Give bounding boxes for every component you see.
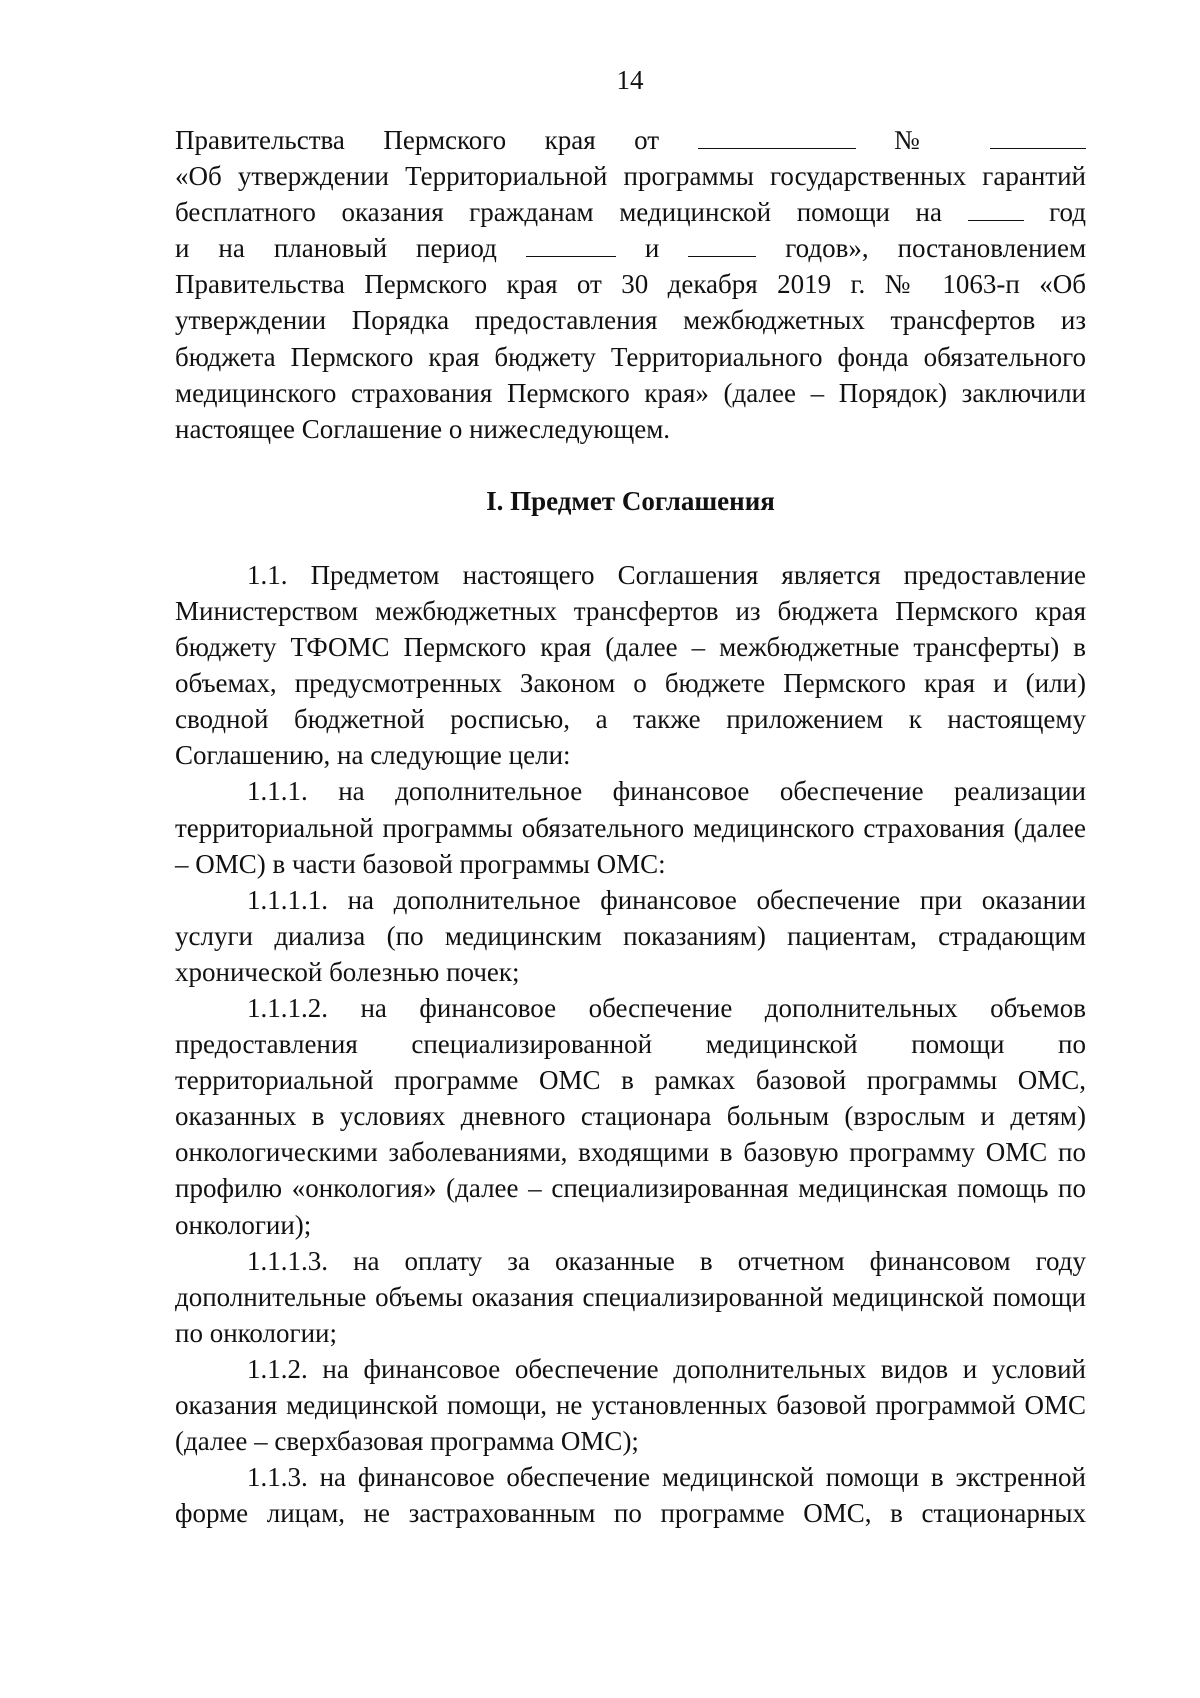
intro-word-government: Правительства bbox=[175, 125, 345, 155]
clause-1-1-1-2: 1.1.1.2. на финансовое обеспечение дополнительных объемов предоставления специализированной медицинской помощи по территориальной программе ОМС в рамках базовой программы ОМС, оказанных в условиях дневного стационара больным (взрослым и детям) онкологическими заболеваниями, входящими в базовую программу ОМС по профилю «онкология» (далее – специализированная медицинская помощь по онкологии); bbox=[175, 992, 1086, 1240]
year-blank bbox=[968, 200, 1024, 221]
document-body bbox=[175, 122, 1086, 1531]
intro-word-krai: края bbox=[544, 125, 596, 155]
page-number: 14 bbox=[616, 65, 644, 95]
intro-word-year: год bbox=[1049, 197, 1087, 228]
intro-line-3-text: бесплатного оказания гражданам медицинской помощи на bbox=[175, 197, 942, 228]
clause-1-1-1-3: 1.1.1.3. на оплату за оказанные в отчетном финансовом году дополнительные объемы оказания специализированной медицинской помощи по онкологии; bbox=[175, 1245, 1086, 1348]
intro-word-and: и bbox=[644, 233, 660, 264]
clause-1-1-3: 1.1.3. на финансовое обеспечение медицинской помощи в экстренной форме лицам, не застрахованным по программе ОМС, в стационарных bbox=[175, 1462, 1086, 1529]
planned-year-2-blank bbox=[688, 236, 756, 257]
spacer bbox=[175, 519, 1086, 557]
intro-years-resolution: годов», постановлением bbox=[785, 233, 1087, 264]
number-blank bbox=[990, 128, 1086, 149]
date-blank bbox=[698, 128, 856, 149]
intro-line-4 bbox=[175, 230, 1086, 266]
intro-line-3 bbox=[175, 194, 1086, 230]
intro-paragraph: Правительства Пермского края от 30 декабря 2019 г. № 1063-п «Об утверждении Порядка предоставления межбюджетных трансфертов из бюджета Пермского края бюджету Территориального фонда обязательного медицинского страхования Пермского края» (далее – Порядок) заключили настоящее Соглашение о нижеследующем. bbox=[175, 269, 1086, 444]
number-sign: № bbox=[894, 125, 952, 155]
planned-year-1-blank bbox=[526, 236, 616, 257]
intro-planned-period: и на плановый период bbox=[175, 233, 497, 264]
intro-word-perm: Пермского bbox=[383, 125, 507, 155]
clause-1-1-1: 1.1.1. на дополнительное финансовое обеспечение реализации территориальной программы обязательного медицинского страхования (далее – ОМС) в части базовой программы ОМС: bbox=[175, 776, 1086, 879]
intro-line-2: «Об утверждении Территориальной программы государственных гарантий bbox=[175, 161, 1086, 192]
section-heading: I. Предмет Соглашения bbox=[486, 485, 775, 516]
clause-1-1: 1.1. Предметом настоящего Соглашения является предоставление Министерством межбюджетных трансфертов из бюджета Пермского края бюджету ТФОМС Пермского края (далее – межбюджетные трансферты) в объемах, предусмотренных Законом о бюджете Пермского края и (или) сводной бюджетной росписью, а также приложением к настоящему Соглашению, на следующие цели: bbox=[175, 559, 1086, 771]
intro-word-from: от bbox=[634, 125, 660, 155]
clause-1-1-1-1: 1.1.1.1. на дополнительное финансовое обеспечение при оказании услуги диализа (по медицинским показаниям) пациентам, страдающим хронической болезнью почек; bbox=[175, 884, 1086, 987]
clause-1-1-2: 1.1.2. на финансовое обеспечение дополнительных видов и условий оказания медицинской помощи, не установленных базовой программой ОМС (далее – сверхбазовая программа ОМС); bbox=[175, 1353, 1086, 1457]
intro-line-1 bbox=[175, 122, 1086, 158]
spacer bbox=[175, 447, 1086, 483]
